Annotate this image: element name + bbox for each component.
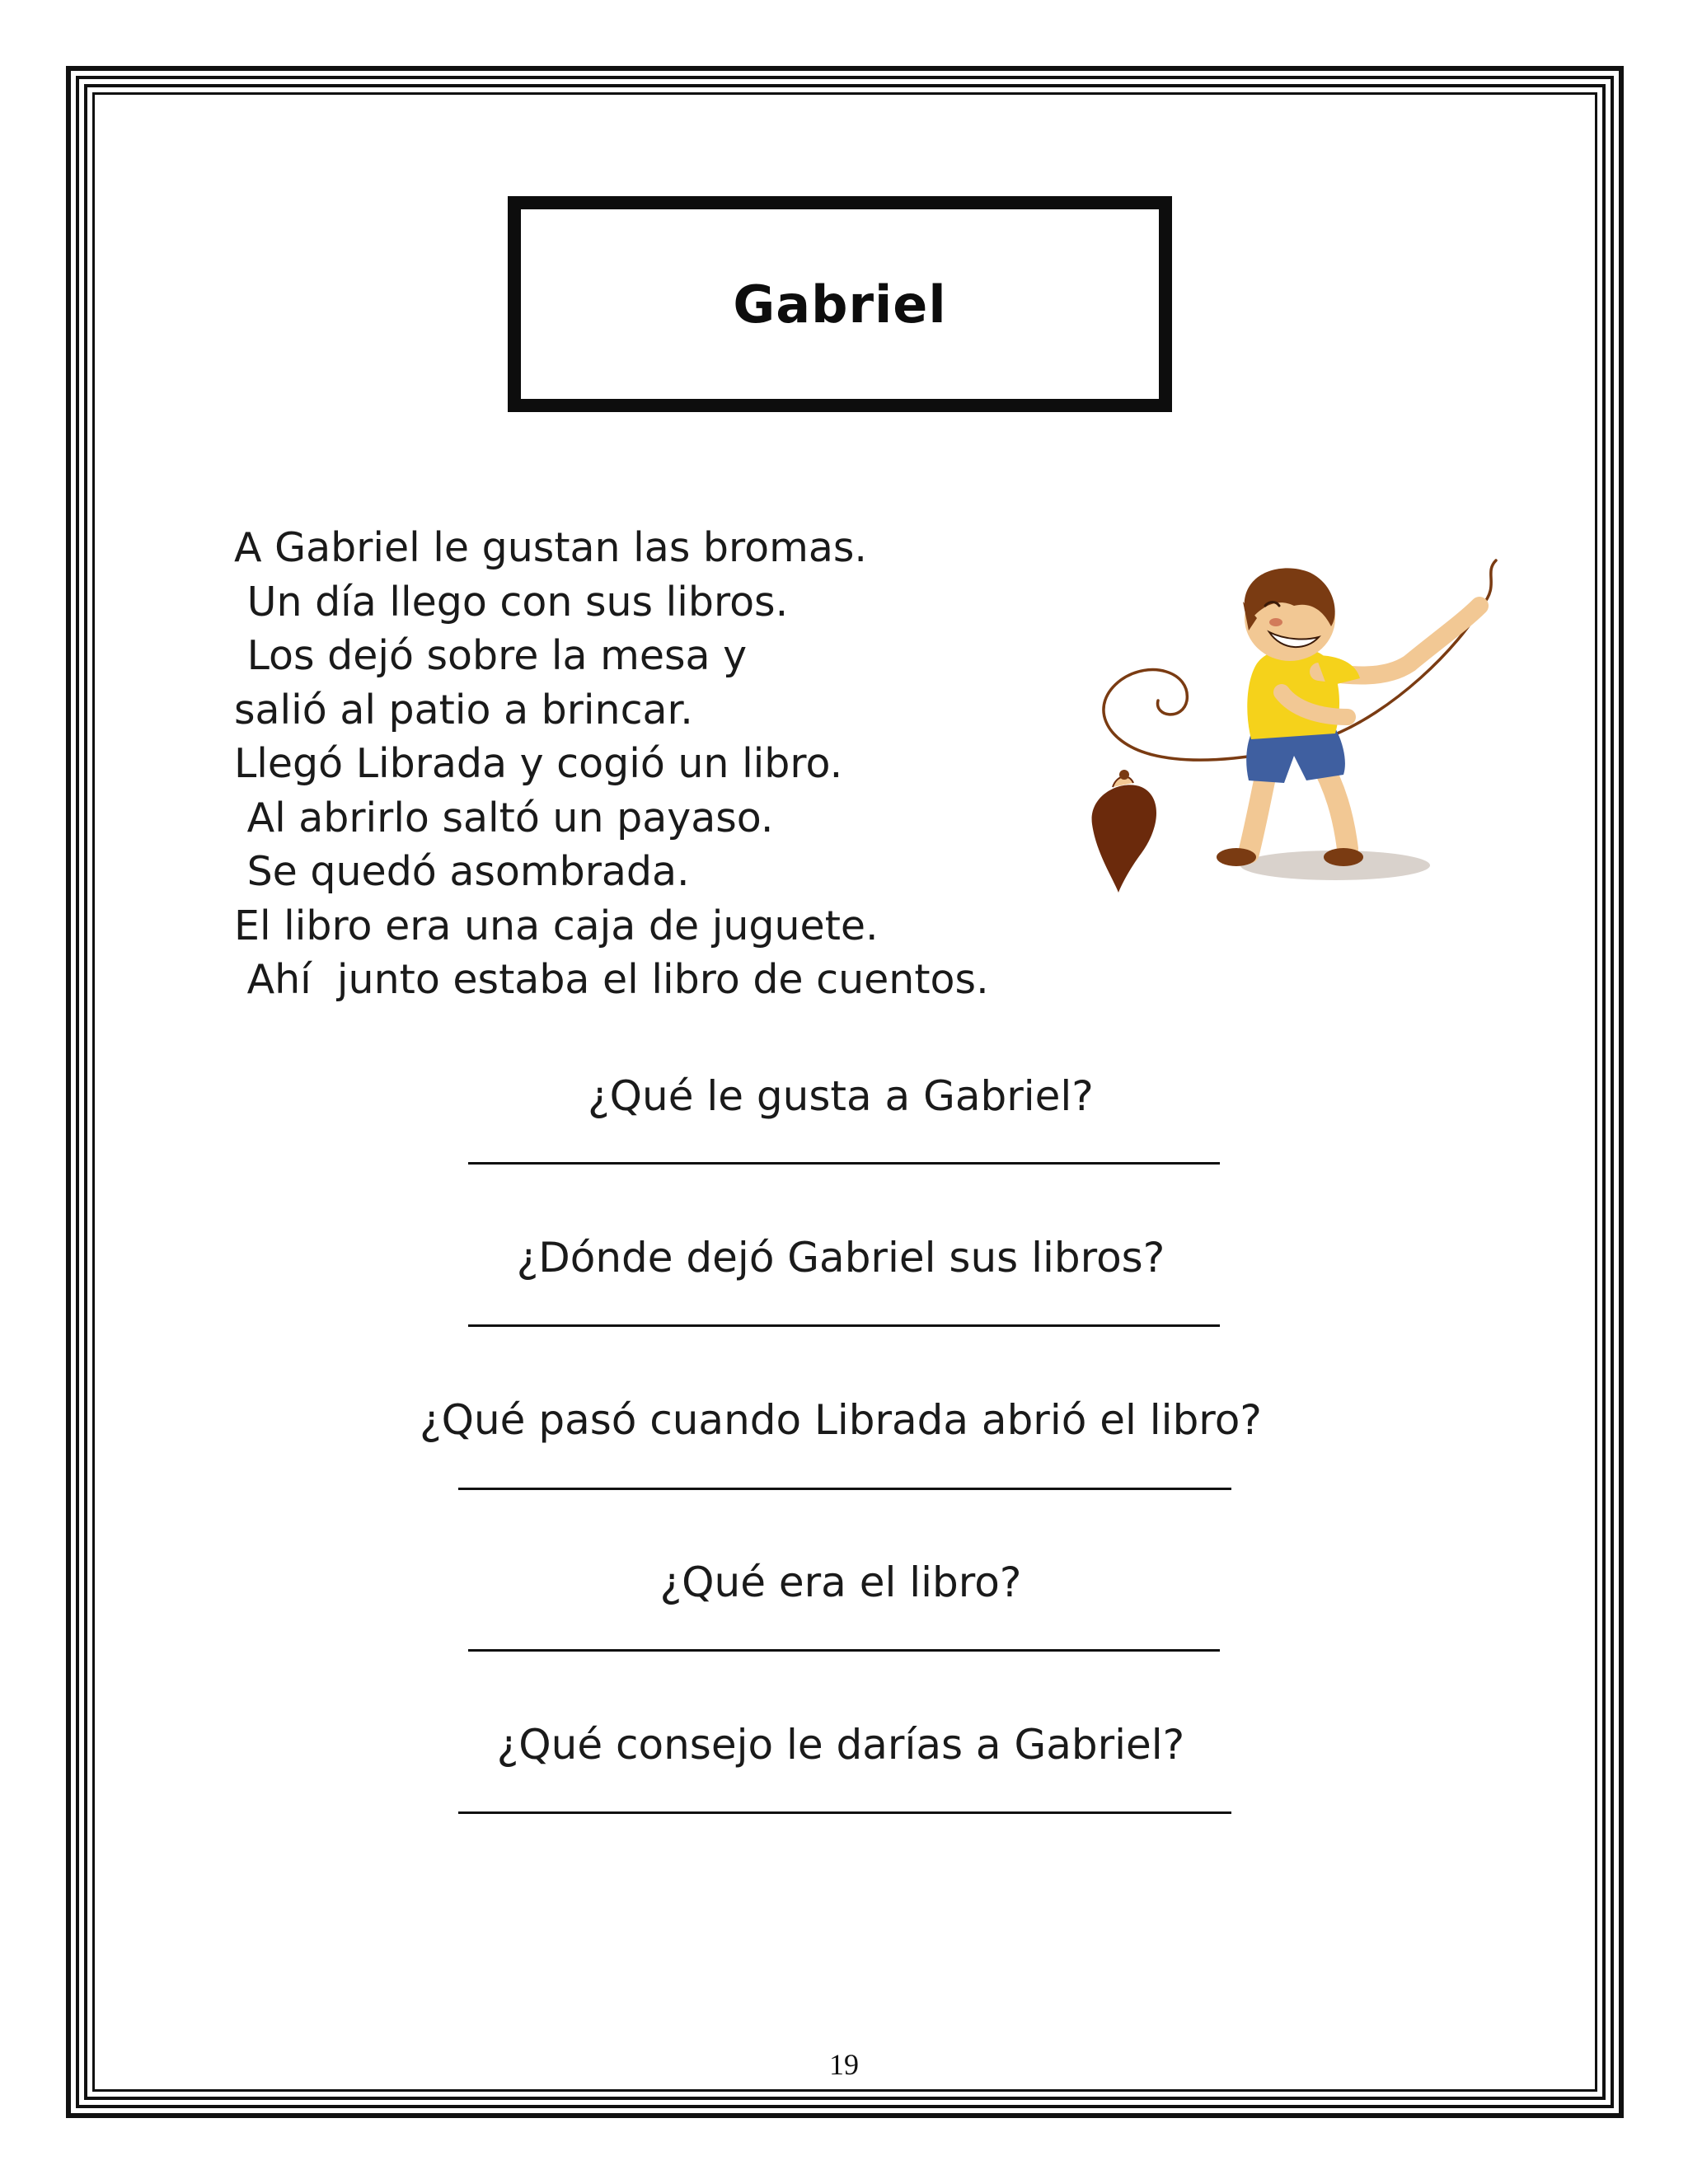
answer-line-2[interactable] xyxy=(468,1324,1220,1327)
page-title: Gabriel xyxy=(733,274,947,335)
title-box xyxy=(508,196,1172,412)
answer-line-3[interactable] xyxy=(458,1488,1231,1490)
answer-line-4[interactable] xyxy=(468,1649,1220,1652)
boy-spinning-top-illustration xyxy=(1071,540,1533,902)
question-4 xyxy=(247,1554,1434,1611)
page-number: 19 xyxy=(829,2048,859,2081)
answer-line-1[interactable] xyxy=(468,1162,1220,1165)
story-line: Al abrirlo saltó un payaso. xyxy=(234,794,774,841)
boy-head xyxy=(1243,568,1335,661)
story-line: Los dejó sobre la mesa y xyxy=(234,632,748,679)
boy-shoe-back xyxy=(1217,848,1256,866)
spinning-top-icon xyxy=(1092,770,1156,893)
question-2 xyxy=(247,1229,1434,1286)
question-text: ¿Dónde dejó Gabriel sus libros? xyxy=(516,1234,1165,1282)
question-3 xyxy=(247,1391,1434,1449)
boy-shoe-front xyxy=(1324,848,1363,866)
story-line: Se quedó asombrada. xyxy=(234,848,690,895)
story-line: salió al patio a brincar. xyxy=(234,686,693,733)
question-text: ¿Qué consejo le darías a Gabriel? xyxy=(496,1721,1185,1769)
story-line: Ahí junto estaba el libro de cuentos. xyxy=(234,956,989,1003)
story-line: Un día llego con sus libros. xyxy=(234,578,789,626)
story-line: El libro era una caja de juguete. xyxy=(234,902,879,949)
question-5 xyxy=(247,1716,1434,1774)
story-line: A Gabriel le gustan las bromas. xyxy=(234,524,867,571)
question-text: ¿Qué pasó cuando Librada abrió el libro? xyxy=(420,1396,1262,1444)
story-line: Llegó Librada y cogió un libro. xyxy=(234,740,843,787)
question-1 xyxy=(247,1067,1434,1125)
question-text: ¿Qué era el libro? xyxy=(659,1558,1022,1606)
answer-line-5[interactable] xyxy=(458,1811,1231,1814)
story-text xyxy=(234,521,1075,1007)
question-text: ¿Qué le gusta a Gabriel? xyxy=(588,1072,1094,1120)
